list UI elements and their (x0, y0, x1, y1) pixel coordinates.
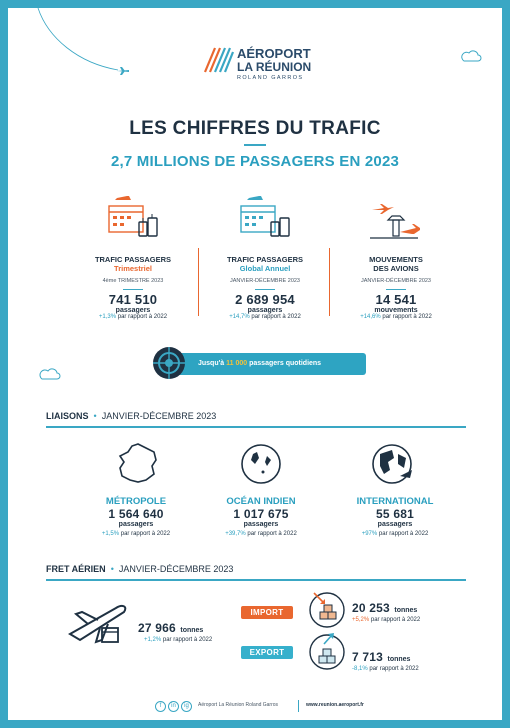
stat-value: 2 689 954 (235, 292, 295, 307)
fret-heading-row: FRET AÉRIEN • JANVIER-DÉCEMBRE 2023 (46, 564, 234, 574)
export-boxes-icon (306, 630, 348, 672)
stat-divider (198, 248, 199, 316)
export-value: 7 713 (352, 650, 384, 664)
stat-title: TRAFIC PASSAGERS (94, 255, 172, 264)
stat-change: +1,3% (98, 314, 117, 320)
control-tower-planes-icon (366, 200, 422, 244)
stat-rule (123, 289, 143, 290)
fret-total-change: +1,2% (144, 637, 162, 643)
stat-title: TRAFIC PASSAGERS (226, 255, 304, 264)
export-unit: tonnes (387, 656, 411, 663)
page-subtitle: 2,7 MILLIONS DE PASSAGERS EN 2023 (110, 153, 400, 170)
stat-unit: passagers (247, 307, 283, 314)
stat-change-text: par rapport à 2022 (382, 314, 432, 320)
liaisons-heading: LIAISONS (46, 411, 89, 421)
logo-line2: LA RÉUNION (237, 60, 312, 74)
liaison-value: 1 564 640 (108, 507, 164, 521)
stat-change: +14,6% (360, 314, 381, 320)
liaison-change-text: par rapport à 2022 (120, 531, 171, 537)
stat-value: 14 541 (375, 292, 417, 307)
globe-indian-ocean-icon (239, 442, 283, 486)
import-change: +5,2% (352, 617, 370, 623)
crosshair-icon (151, 345, 187, 381)
stat-rule (255, 289, 275, 290)
liaison-value: 55 681 (376, 507, 414, 521)
calendar-luggage-icon (235, 196, 295, 240)
liaison-unit: passagers (377, 521, 413, 528)
import-unit: tonnes (394, 607, 418, 614)
daily-highlight: 11 000 (226, 360, 248, 367)
cloud-icon (460, 50, 482, 62)
import-change-text: par rapport à 2022 (370, 617, 421, 623)
globe-world-icon (370, 442, 416, 486)
liaison-name: MÉTROPOLE (105, 496, 167, 507)
stat-period: JANVIER-DÉCEMBRE 2023 (230, 278, 300, 284)
import-badge: IMPORT (241, 606, 293, 619)
section-divider (46, 426, 466, 428)
linkedin-icon[interactable]: in (168, 701, 179, 712)
import-value: 20 253 (352, 601, 390, 615)
liaison-change: +97% (361, 531, 378, 537)
stat-change: +14,7% (229, 314, 250, 320)
fret-period: JANVIER-DÉCEMBRE 2023 (118, 564, 234, 574)
daily-prefix: Jusqu'à (198, 360, 225, 367)
liaison-name: INTERNATIONAL (356, 496, 434, 507)
daily-suffix: passagers quotidiens (249, 360, 322, 367)
fret-total (138, 619, 212, 643)
stat-period: JANVIER-DÉCEMBRE 2023 (361, 278, 431, 284)
facebook-icon[interactable]: f (155, 701, 166, 712)
instagram-icon[interactable]: ig (181, 701, 192, 712)
stat-subtitle: Trimestriel (114, 264, 152, 273)
stat-rule (386, 289, 406, 290)
stat-title-line2: DES AVIONS (373, 264, 419, 273)
calendar-luggage-icon (103, 196, 163, 240)
stat-unit: mouvements (374, 307, 418, 314)
section-divider (46, 579, 466, 581)
fret-total-value: 27 966 (138, 621, 176, 635)
cloud-icon (38, 368, 62, 380)
page-title: LES CHIFFRES DU TRAFIC (129, 118, 381, 139)
export-change: -8,1% (352, 666, 368, 672)
liaison-change: +39,7% (225, 531, 246, 537)
import-stats (352, 599, 420, 623)
footer-divider (298, 700, 299, 712)
fret-total-change-text: par rapport à 2022 (162, 637, 213, 643)
stat-title: MOUVEMENTS (369, 255, 423, 264)
stat-value: 741 510 (108, 292, 158, 307)
title-underline (244, 144, 266, 146)
liaison-unit: passagers (118, 521, 154, 528)
stat-change-text: par rapport à 2022 (117, 314, 168, 320)
stat-subtitle: Global Annuel (239, 264, 291, 273)
export-badge: EXPORT (241, 646, 293, 659)
liaisons-period: JANVIER-DÉCEMBRE 2023 (101, 411, 217, 421)
daily-passengers-banner (158, 353, 366, 375)
stat-period: 4ème TRIMESTRE 2023 (102, 278, 164, 284)
plane-icon (116, 66, 130, 76)
import-boxes-icon (306, 590, 348, 628)
france-map-icon (116, 442, 160, 486)
logo-line1: AÉROPORT (237, 46, 311, 61)
export-change-text: par rapport à 2022 (369, 666, 419, 672)
liaison-change-text: par rapport à 2022 (247, 531, 297, 537)
fret-heading: FRET AÉRIEN (46, 564, 106, 574)
stat-unit: passagers (115, 307, 151, 314)
footer-org: Aéroport La Réunion Roland Garros (198, 702, 279, 708)
logo-line3: ROLAND GARROS (237, 75, 304, 81)
airport-logo-icon (201, 44, 235, 76)
export-stats (352, 648, 419, 672)
liaison-change-text: par rapport à 2022 (378, 531, 429, 537)
liaison-value: 1 017 675 (233, 507, 289, 521)
fret-total-unit: tonnes (180, 627, 204, 634)
cargo-plane-icon (66, 600, 134, 646)
liaison-unit: passagers (243, 521, 279, 528)
stat-change-text: par rapport à 2022 (251, 314, 301, 320)
liaison-change: +1,5% (101, 531, 120, 537)
footer-url-link[interactable]: www.reunion.aeroport.fr (306, 702, 364, 708)
liaison-name: OCÉAN INDIEN (226, 496, 296, 507)
liaisons-heading-row: LIAISONS • JANVIER-DÉCEMBRE 2023 (46, 411, 217, 421)
